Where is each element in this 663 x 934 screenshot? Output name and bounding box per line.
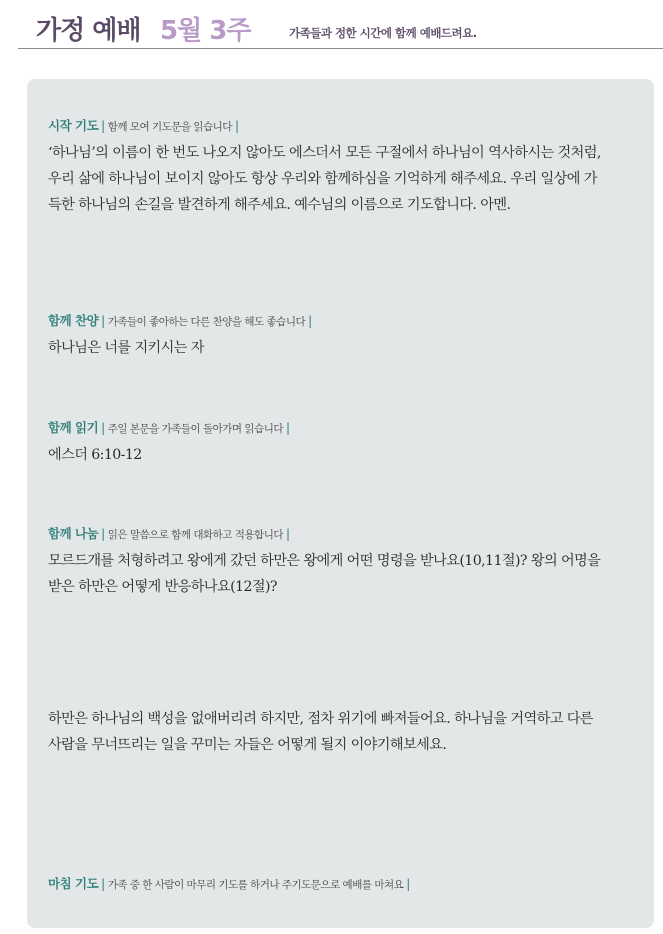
section-label-row (48, 874, 608, 892)
section-label: 마침 기도 (48, 876, 99, 891)
divider-bar: | (285, 527, 290, 541)
divider-bar: | (308, 314, 312, 328)
section-note: 가족들이 좋아하는 다른 찬양을 해도 좋습니다 (107, 316, 306, 328)
section-body: 하나님은 너를 지키시는 자 (48, 340, 204, 356)
section-body: ‘하나님’의 이름이 한 번도 나오지 않아도 에스더서 모든 구절에서 하나님이 역사하시는 것처럼, 우리 삶에 하나님이 보이지 않아도 항상 우리와 함께하심을 기억하게 해주세요. 우리 일상에 가득한 하나님의 손길을 발견하게 해주세요. 예수님의 이름으로 기도합니다. 아멘. (48, 145, 601, 213)
section-sharing (48, 524, 608, 600)
section-note: 읽은 말씀으로 함께 대화하고 적용합니다 (107, 529, 283, 541)
divider-bar: | (101, 421, 105, 435)
divider-bar: | (234, 119, 239, 133)
sharing-discussion-text: 하만은 하나님의 백성을 없애버리려 하지만, 점차 위기에 빠져들어요. 하나님을 거역하고 다른 사람을 무너뜨리는 일을 꾸미는 자들은 어떻게 될지 이야기해보세요. (48, 711, 593, 753)
section-label: 함께 읽기 (48, 420, 99, 435)
week-label: 5월 3주 (160, 16, 251, 46)
divider-bar: | (101, 119, 105, 133)
section-body: 에스더 6:10-12 (48, 447, 142, 463)
sharing-discussion (48, 700, 608, 758)
section-closing-prayer (48, 874, 608, 892)
divider-bar: | (101, 877, 105, 891)
page-title: 가정 예배 (36, 16, 141, 46)
section-note: 가족 중 한 사람이 마무리 기도를 하거나 주기도문으로 예배를 마쳐요 (107, 879, 404, 891)
divider-bar: | (101, 527, 105, 541)
header-divider (18, 48, 663, 49)
section-praise (48, 311, 608, 361)
section-label: 시작 기도 (48, 118, 99, 133)
section-reading (48, 418, 608, 468)
section-label-row (48, 116, 608, 134)
section-opening-prayer (48, 116, 608, 218)
section-label-row (48, 524, 608, 542)
section-label-row (48, 418, 608, 436)
section-label: 함께 찬양 (48, 313, 99, 328)
divider-bar: | (101, 314, 105, 328)
page-subtitle: 가족들과 정한 시간에 함께 예배드려요. (289, 26, 477, 40)
page-header (0, 0, 663, 50)
section-label-row (48, 311, 608, 329)
divider-bar: | (285, 421, 290, 435)
section-note: 주일 본문을 가족들이 돌아가며 읽습니다 (107, 423, 283, 435)
section-note: 함께 모여 기도문을 읽습니다 (107, 121, 232, 133)
sharing-question: 모르드개를 처형하려고 왕에게 갔던 하만은 왕에게 어떤 명령을 받나요(10,11절)? 왕의 어명을 받은 하만은 어떻게 반응하나요(12절)? (48, 553, 601, 595)
section-label: 함께 나눔 (48, 526, 99, 541)
divider-bar: | (406, 877, 410, 891)
